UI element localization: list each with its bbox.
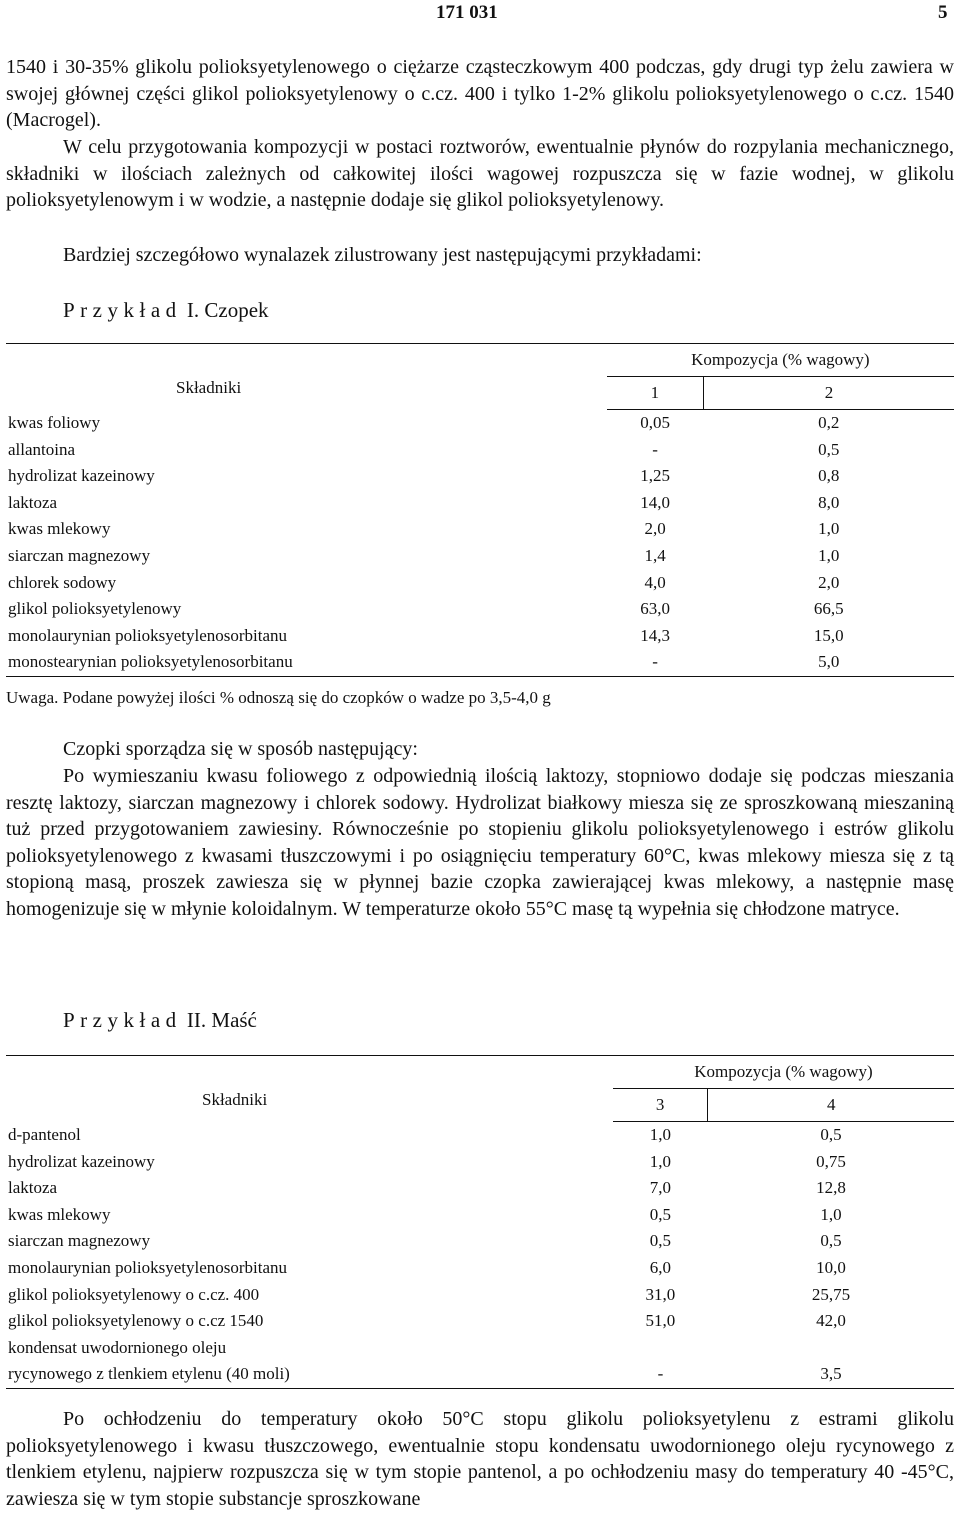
intro-paragraph-3: Bardziej szczegółowo wynalazek zilustrowany jest następującymi przykładami: (63, 244, 702, 266)
table-row (6, 596, 954, 623)
value-cell: - (613, 1361, 708, 1388)
ingredient-name: laktoza (8, 492, 58, 512)
ingredient-name: kwas mlekowy (8, 519, 111, 539)
value-cell (708, 1335, 954, 1362)
value-cell: 14,0 (640, 492, 670, 512)
value-cell: 1,0 (820, 1204, 842, 1224)
ingredient-name: d-pantenol (8, 1124, 81, 1144)
ingredient-name: hydrolizat kazeinowy (8, 1151, 155, 1171)
value-cell (613, 1335, 708, 1362)
example-title: I. Czopek (186, 298, 269, 322)
column-header-1: 1 (607, 377, 704, 410)
ingredient-name: glikol polioksyetylenowy o c.cz. 400 (8, 1284, 260, 1304)
ingredient-name: siarczan magnezowy (8, 545, 151, 565)
value-cell: 0,05 (640, 413, 670, 432)
table-row (6, 410, 954, 437)
table-row (6, 437, 954, 464)
value-cell: 12,8 (816, 1178, 846, 1198)
ingredient-name: glikol polioksyetylenowy o c.cz 1540 (8, 1311, 264, 1331)
value-cell: 0,5 (649, 1204, 672, 1224)
table-row (6, 570, 954, 597)
value-cell: 7,0 (649, 1178, 672, 1198)
value-cell: 8,0 (818, 492, 840, 512)
method-paragraph-1: Po wymieszaniu kwasu foliowego z odpowiednią ilością laktozy, stopniowo dodaje się podczas mieszania resztę laktozy, siarczan magnezowy i chlorek sodowy. Hydrolizat białkowy miesza się ze sproszkowaną mieszaniną tuż przed przygotowaniem zawiesiny. Równocześnie po stopieniu glikolu polioksyetylenowego i estrów glikolu polioksyetylenowego z kwasami tłuszczowymi i po osiągnięciu temperatury 60°C, kwas mlekowy miesza się z tą stopioną masą, proszek zawiesza się w płynnej bazie czopka zawierającej kwas mlekowy, a następnie masę homogenizuje się w młynie koloidalnym. W temperaturze około 55°C masę tą wypełnia się chłodzone matryce. (6, 765, 954, 920)
ingredients-column-header: Składniki (6, 1056, 613, 1122)
ingredient-name: hydrolizat kazeinowy (8, 466, 155, 486)
value-cell: 25,75 (811, 1284, 851, 1304)
value-cell: 14,3 (640, 625, 670, 645)
table-row (6, 623, 954, 650)
value-cell: 2,0 (644, 519, 666, 539)
table-row (6, 463, 954, 490)
table-row (6, 1228, 954, 1255)
ingredient-name: monolaurynian polioksyetylenosorbitanu (8, 625, 288, 645)
value-cell: 51,0 (645, 1311, 676, 1331)
method-paragraph-2: Po ochłodzeniu do temperatury około 50°C stopu glikolu polioksyetylenu z estrami glikolu polioksyetylenowego i kwasu tłuszczowego, ewentualnie stopu kondensatu uwodornionego oleju rycynowego z tlenkiem etylenu, najpierw rozpuszcza się w tym stopie pantenol, a po ochłodzeniu masy do temperatury 40 -45°C, zawiesza się w tym stopie substancje sproszkowane (6, 1408, 954, 1510)
value-cell: 0,5 (649, 1231, 672, 1251)
column-header-3: 3 (613, 1089, 708, 1122)
table-row (6, 490, 954, 517)
table-row (6, 649, 954, 676)
table-note: Uwaga. Podane powyżej ilości % odnoszą się do czopków o wadze po 3,5-4,0 g (6, 688, 551, 707)
value-cell: 1,0 (818, 545, 840, 565)
value-cell: 0,5 (820, 1125, 842, 1144)
value-cell: 0,5 (818, 439, 840, 459)
value-cell: 0,8 (818, 466, 840, 486)
value-cell: 0,75 (816, 1151, 846, 1171)
table-header-row (6, 1056, 954, 1089)
value-cell: 6,0 (649, 1257, 672, 1277)
column-header-4: 4 (708, 1089, 954, 1122)
value-cell: 1,25 (640, 466, 670, 486)
patent-number: 171 031 (436, 2, 498, 23)
example-2-table (6, 1055, 954, 1389)
ingredient-name: chlorek sodowy (8, 572, 117, 592)
table-row (6, 1255, 954, 1282)
value-cell: 4,0 (644, 572, 666, 592)
value-cell: 15,0 (813, 625, 844, 645)
ingredient-name: monostearynian polioksyetylenosorbitanu (6, 649, 607, 676)
value-cell: 1,0 (649, 1151, 672, 1171)
intro-paragraph-1: 1540 i 30-35% glikolu polioksyetylenowego o ciężarze cząsteczkowym 400 podczas, gdy drugi typ żelu zawiera w swojej głównej części glikol polioksyetylenowy o c.cz. 400 i tylko 1-2% glikolu polioksyetylenowego o c.cz. 1540 (Macrogel). (6, 56, 954, 132)
table-row (6, 1282, 954, 1309)
value-cell: 5,0 (704, 649, 954, 676)
value-cell: 31,0 (645, 1284, 676, 1304)
example-1-heading (63, 298, 269, 323)
example-1-table (6, 343, 954, 677)
ingredient-name: kwas mlekowy (8, 1204, 111, 1224)
example-title: II. Maść (186, 1008, 257, 1032)
table-row (6, 1308, 954, 1335)
ingredient-name: siarczan magnezowy (8, 1231, 151, 1251)
value-cell: 2,0 (818, 572, 840, 592)
ingredient-name: kondensat uwodornionego oleju (8, 1337, 227, 1357)
ingredient-name: kwas foliowy (8, 412, 101, 432)
value-cell: 42,0 (816, 1311, 846, 1331)
table-row (6, 1335, 954, 1362)
example-label: Przykład (63, 298, 182, 322)
value-cell: - (607, 649, 704, 676)
ingredient-name: allantoina (8, 439, 76, 459)
method-intro: Czopki sporządza się w sposób następujący: (63, 738, 418, 760)
table-row (6, 1122, 954, 1149)
table-row (6, 1202, 954, 1229)
ingredient-name: monolaurynian polioksyetylenosorbitanu (8, 1257, 288, 1277)
composition-group-header: Kompozycja (% wagowy) (613, 1056, 954, 1089)
ingredients-column-header: Składniki (6, 344, 607, 410)
table-body (6, 410, 954, 677)
composition-group-header: Kompozycja (% wagowy) (607, 344, 954, 377)
value-cell: - (652, 439, 658, 459)
value-cell: 1,0 (649, 1125, 672, 1144)
value-cell: 0,2 (818, 413, 840, 432)
value-cell: 3,5 (708, 1361, 954, 1388)
value-cell: 1,4 (644, 545, 666, 565)
table-row (6, 1149, 954, 1176)
intro-paragraph-2: W celu przygotowania kompozycji w postaci roztworów, ewentualnie płynów do rozpylania mechanicznego, składniki w ilościach zależnych od całkowitej ilości wagowej rozpuszcza się w fazie wodnej, w glikolu polioksyetylenowym i w wodzie, a następnie dodaje się glikol polioksyetylenowy. (6, 136, 954, 212)
table-row (6, 516, 954, 543)
page-number: 5 (938, 2, 948, 23)
column-header-2: 2 (704, 377, 954, 410)
table-header-row (6, 344, 954, 377)
value-cell: 0,5 (820, 1231, 842, 1251)
example-label: Przykład (63, 1008, 182, 1032)
ingredient-name: rycynowego z tlenkiem etylenu (40 moli) (6, 1361, 613, 1388)
ingredient-name: glikol polioksyetylenowy (8, 599, 182, 619)
ingredient-name: laktoza (8, 1178, 58, 1198)
table-row (6, 1361, 954, 1388)
value-cell: 63,0 (640, 599, 670, 619)
value-cell: 1,0 (818, 519, 840, 539)
example-2-heading (63, 1008, 257, 1033)
table-row (6, 1175, 954, 1202)
table-row (6, 543, 954, 570)
value-cell: 66,5 (813, 599, 844, 619)
value-cell: 10,0 (816, 1257, 846, 1277)
table-body (6, 1122, 954, 1389)
